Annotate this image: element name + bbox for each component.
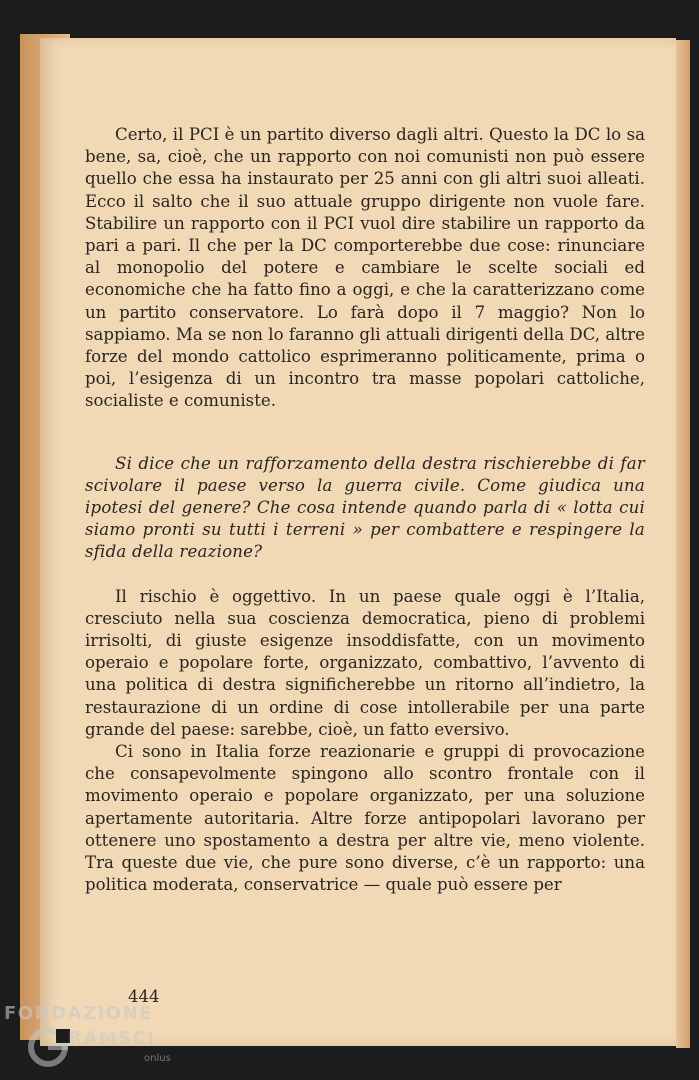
watermark-suffix: onlus (144, 1053, 171, 1064)
g-logo-icon (26, 1025, 70, 1069)
paragraph: Ci sono in Italia forze reazionarie e gruppi di provocazione che consapevolmente spingono allo scontro frontale con il movimento operaio e popolare organizzato, per una soluzione apertamente autoritaria. Altre forze antipopolari lavorano per ottenere uno spostamento a destra per altre vie, meno violente. Tra queste due vie, che pure sono diverse, c’è un rapporto: una politica moderata, conservatrice — quale può essere per (85, 742, 645, 895)
watermark-line2: RAMSCI (68, 1028, 156, 1049)
paragraph: Il rischio è oggettivo. In un paese quale oggi è l’Italia, cresciuto nella sua coscienza democratica, pieno di problemi irrisolti, di giuste esigenze insoddisfatte, con un movimento operaio e popolare forte, organizzato, combattivo, l’avvento di una politica di destra significherebbe un ritorno all’indietro, la restaurazione di un ordine di cose intollerabile per una parte grande del paese: sarebbe, cioè, un fatto eversivo. (85, 586, 645, 739)
question-block (85, 453, 645, 564)
interview-question: Si dice che un rafforzamento della destra rischierebbe di far scivolare il paese verso la guerra civile. Come giudica una ipotesi del genere? Che cosa intende quando parla di « lotta cui siamo pronti su tutti i terreni » per combattere e respingere la sfida della reazione? (85, 453, 645, 562)
watermark (2, 1003, 192, 1077)
page-text (85, 124, 645, 897)
paragraph: Certo, il PCI è un partito diverso dagli altri. Questo la DC lo sa bene, sa, cioè, che un rapporto con noi comunisti non può essere quello che essa ha instaurato per 25 anni con gli altri suoi alleati. Ecco il salto che il suo attuale gruppo dirigente non vuole fare. Stabilire un rapporto con il PCI vuol dire stabilire un rapporto da pari a pari. Il che per la DC comporterebbe due cose: rinunciare al monopolio del potere e cambiare le scelte sociali ed economiche che ha fatto fino a oggi, e che la caratterizzano come un partito conservatore. Lo farà dopo il 7 maggio? Non lo sappiamo. Ma se non lo faranno gli attuali dirigenti della DC, altre forze del mondo cattolico esprimeranno politicamente, prima o poi, l’esigenza di un incontro tra masse popolari cattoliche, socialiste e comuniste. (85, 125, 645, 411)
watermark-line1: FONDAZIONE (4, 1003, 153, 1024)
page-number: 444 (128, 987, 160, 1006)
book-page-edge-right (676, 40, 690, 1048)
